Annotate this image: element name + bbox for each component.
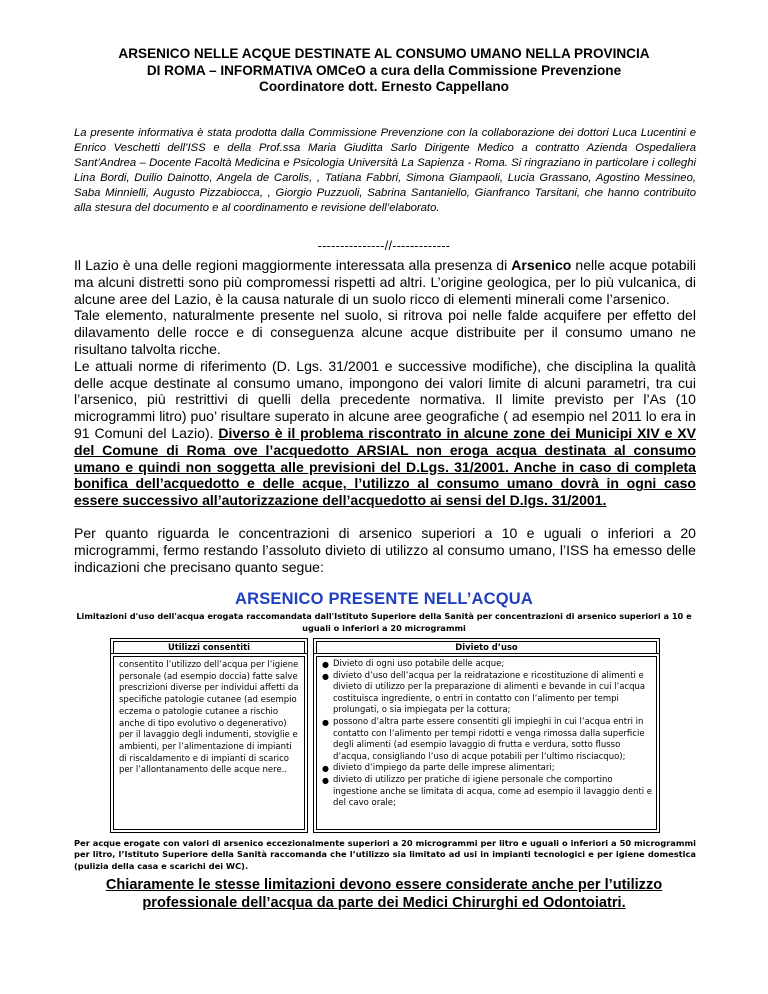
paragraph-concentrazioni: Per quanto riguarda le concentrazioni di arsenico superiori a 10 e uguali o inferiori a 20 microgrammi, fermo restando l’assoluto divieto di utilizzo al consumo umano, l’ISS ha emesso delle indicazioni che precisano quanto segue:: [74, 524, 696, 575]
bullet-icon: ●: [322, 764, 329, 774]
forbidden-uses-list: [322, 659, 652, 810]
box-subtitle: Limitazioni d'uso dell'acqua erogata raccomandata dall'Istituto Superiore della Sanità per concentrazioni di arsenico superiori a 10 e uguali o inferiori a 20 microgrammi: [76, 611, 692, 633]
paragraph-elemento: Tale elemento, naturalmente presente nel suolo, si ritrova poi nelle falde acquifere per effetto del dilavamento delle rocce e di conseguenza alcune acque distribuite per il consumo umano ne risultano talvolta ricche.: [74, 307, 696, 357]
allowed-uses-text: consentito l’utilizzo dell’acqua per l’igiene personale (ad esempio doccia) fatte salve prescrizioni diverse per individui affetti da specifiche patologie cutanee (ad esempio eczema o patologie cutanee a rischio anche di tipo evolutivo o degenerativo) per il lavaggio degli indumenti, stoviglie e ambienti, per l’alimentazione di impianti di riscaldamento e di impianti di scarico per l’allontanamento delle acque nere..: [119, 660, 299, 776]
page-title: [70, 46, 698, 96]
list-item: ● Divieto di ogni uso potabile delle acque;: [322, 659, 505, 669]
arsial-warning: Diverso è il problema riscontrato in alcune zone dei Municipi XIV e XV del Comune di Roma ove l’acquedotto ARSIAL non eroga acqua destinata al consumo umano e quindi non soggetta alle previsioni del D.Lgs. 31/2001. Anche in caso di completa bonifica dell’acquedotto e delle acque, l’utilizzo al consumo umano dovrà in ogni caso essere successivo all’autorizzazione dell’acquedotto ai sensi del D.lgs. 31/2001.: [74, 424, 696, 509]
paragraph-lazio-text-cont: nelle acque potabili ma alcuni distretti sono più compromessi rispetti ad altri. L’origine geologica, per lo più vulcanica, di alcune aree del Lazio, è la causa naturale di un suolo ricco di elementi minerali come l’arsenico.: [74, 257, 696, 307]
bullet-icon: ●: [322, 660, 329, 669]
bullet-icon: ●: [322, 775, 329, 785]
allowed-uses-cell: [110, 653, 308, 833]
title-line-1: ARSENICO NELLE ACQUE DESTINATE AL CONSUMO UMANO NELLA PROVINCIA: [118, 46, 650, 61]
list-item: ● possono d’altra parte essere consentiti gli impieghi in cui l’acqua entri in contatto con l’alimento per tempi ridotti e venga rimossa dalla superficie degli alimenti (ad esempio lavaggio di frutta e verdura, sotto flusso d’acqua, consigliando l’uso di acque potabili per l’ultimo risciacquo);: [322, 716, 645, 762]
list-item: ● divieto di utilizzo per pratiche di igiene personale che comportino ingestione anche se limitata di acqua, come ad esempio il lavaggio denti e del cavo orale;: [322, 774, 652, 809]
title-line-2: DI ROMA – INFORMATIVA OMCeO a cura della Commissione Prevenzione: [146, 62, 622, 78]
forbidden-uses-cell: [313, 653, 660, 833]
body-text: [74, 257, 696, 575]
paragraph-norme-text: Le attuali norme di riferimento (D. Lgs. 31/2001 e successive modifiche), che disciplina la qualità delle acque destinate al consumo umano, impongono dei valori limite di alcuni parametri, tra cui l’arsenico, più restrittivi di quelli della precedente normativa. Il limite previsto per l’As (10 microgrammi litro) puo’ risultare superato in alcune aree geografiche ( ad esempio nel 2011 lo era in 91 Comuni del Lazio).: [74, 357, 696, 441]
title-line-3: Coordinatore dott. Ernesto Cappellano: [259, 79, 509, 94]
intro-paragraph: La presente informativa è stata prodotta dalla Commissione Prevenzione con la collaborazione dei dottori Luca Lucentini e Enrico Veschetti dell’ISS e della Prof.ssa Maria Giuditta Sarlo Dirigente Medico a contratto Azienda Ospedaliera Sant’Andrea – Docente Facoltà Medicina e Psicologia Università La Sapienza - Roma. Si ringraziano in particolare i colleghi Lina Bordi, Duilio Dainotto, Angela de Carolis, , Tatiana Fabbri, Simona Giampaoli, Lucia Grassano, Agostino Messineo, Saba Minnielli, Augusto Pizzabiocca, , Giorgio Puzzuoli, Sabrina Santaniello, Gianfranco Tarsitani, che hanno contribuito alla stesura del documento e al coordinamento e revisione dell’elaborato.: [74, 127, 696, 214]
bullet-icon: ●: [322, 717, 329, 727]
header-forbidden-label: Divieto d’uso: [455, 642, 518, 652]
section-divider: ---------------//-------------: [317, 239, 451, 253]
closing-statement: Chiaramente le stesse limitazioni devono essere considerate anche per l’utilizzo professionale dell’acqua da parte dei Medici Chirurghi ed Odontoiatri.: [105, 877, 663, 911]
paragraph-lazio-text: Il Lazio è una delle regioni maggiormente interessata alla presenza di: [74, 257, 512, 273]
box-title: ARSENICO PRESENTE NELL’ACQUA: [234, 590, 534, 608]
arsenico-emphasis: Arsenico: [511, 257, 572, 273]
paragraph-lazio: [74, 257, 696, 307]
bullet-icon: ●: [322, 671, 329, 681]
list-item: ● divieto d’uso dell’acqua per la reidratazione e ricostituzione di alimenti e divieto di utilizzo per la preparazione di alimenti e bevande in cui l’acqua costituisca ingrediente, o entri in contatto con l’alimento per tempi prolungati, o sia impiegata per la cottura;: [322, 670, 646, 716]
paragraph-norme: [74, 358, 696, 509]
header-allowed-label: Utilizzi consentiti: [167, 642, 250, 652]
footnote-50-micrograms: Per acque erogate con valori di arsenico eccezionalmente superiori a 20 microgrammi per litro e uguali o inferiori a 50 microgrammi per litro, l’Istituto Superiore della Sanità raccomanda che l’utilizzo sia limitato ad usi in impianti tecnologici e per igiene domestica (pulizia della casa e scarichi dei WC).: [74, 838, 696, 871]
list-item: ● divieto d’impiego da parte delle imprese alimentari;: [322, 763, 555, 774]
